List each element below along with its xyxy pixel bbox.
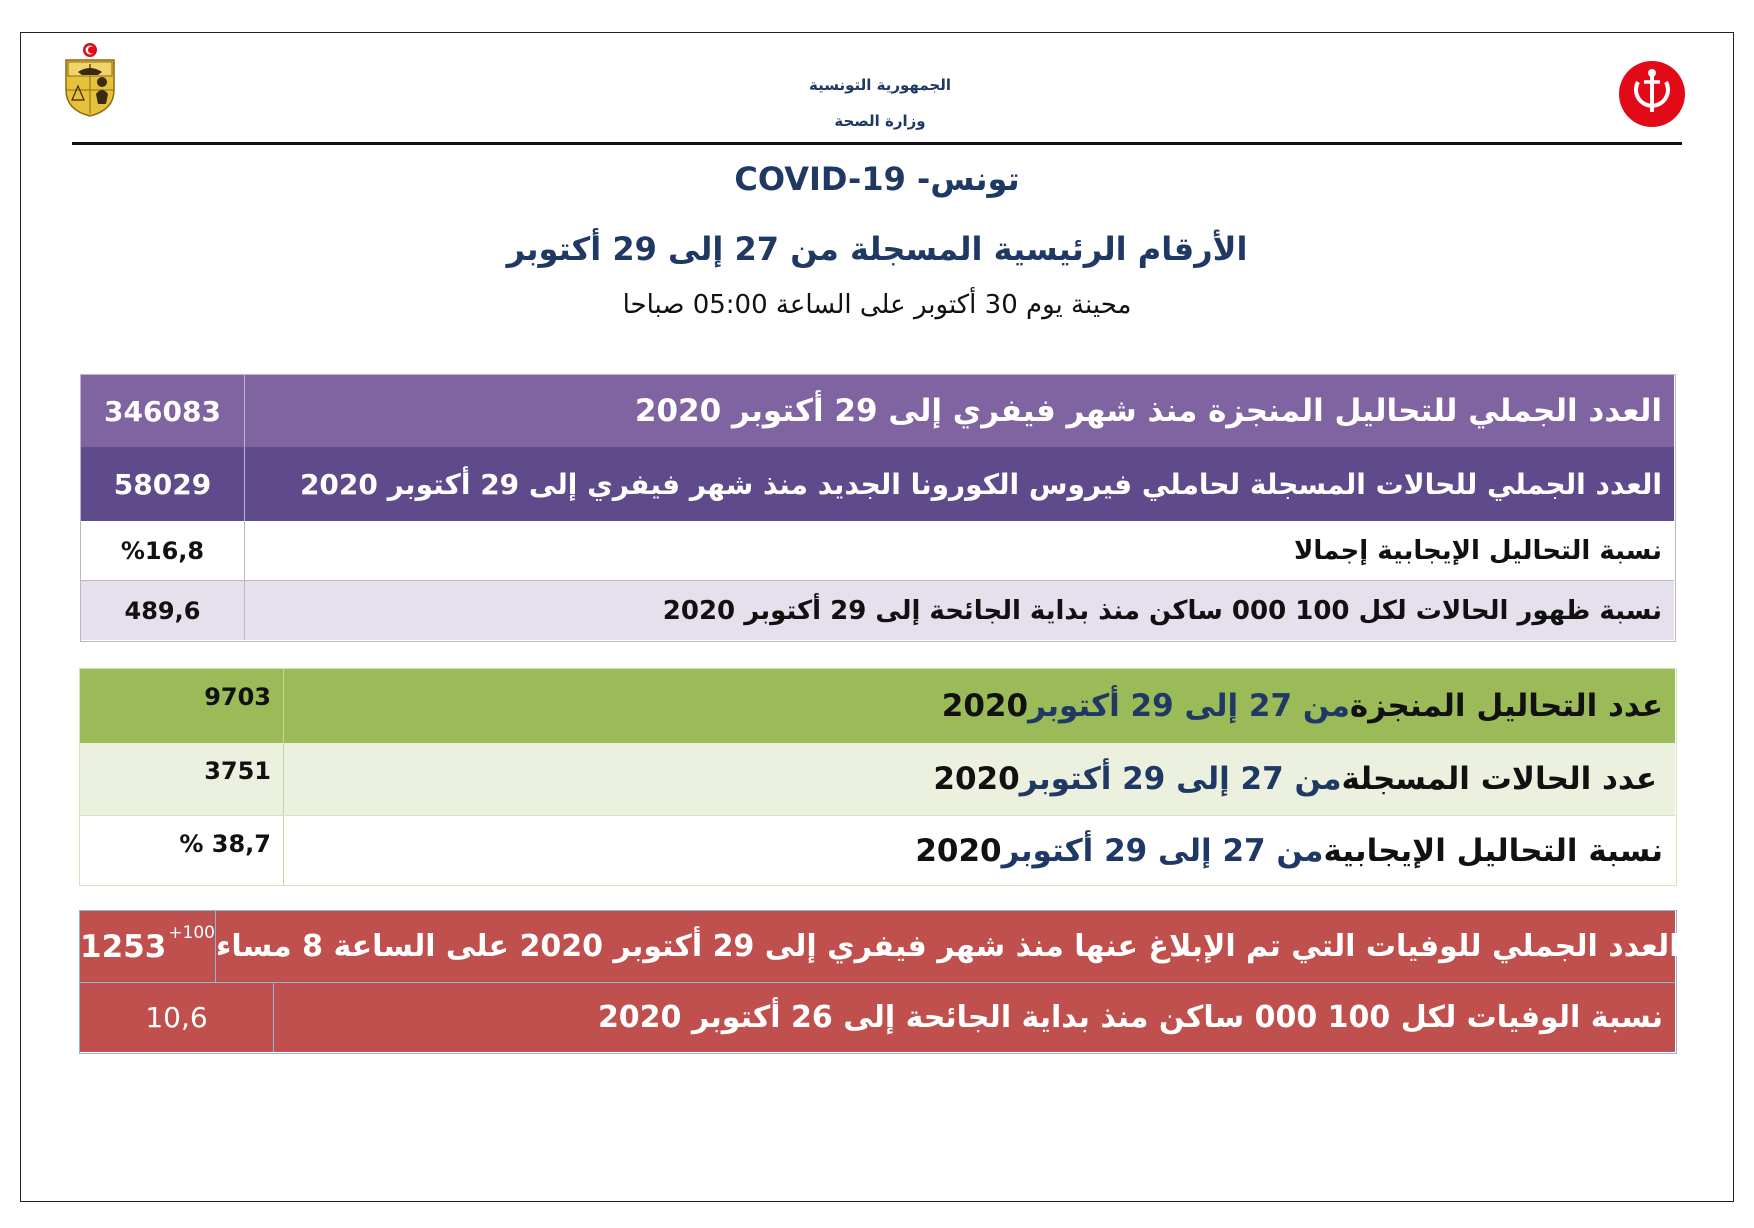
period-tests-value: 9703 [80,669,284,743]
header-rule [72,142,1682,145]
total-tests-label: العدد الجملي للتحاليل المنجزة منذ شهر فيفري إلى 29 أكتوبر 2020 [634,393,1662,429]
table-row [81,521,1674,581]
table-row [80,743,1675,815]
deaths-delta: +100 [168,922,215,943]
period-positivity-label: نسبة التحاليل الإيجابية من 27 إلى 29 أكتوبر 2020 [915,832,1663,869]
page-subtitle: الأرقام الرئيسية المسجلة من 27 إلى 29 أكتوبر [506,230,1248,268]
table-row [80,911,1680,983]
period-cases-value: 3751 [80,743,284,815]
total-tests-value: 346083 [81,375,245,447]
total-cases-label: العدد الجملي للحالات المسجلة لحاملي فيروس الكورونا الجديد منذ شهر فيفري إلى 29 أكتوبر 2020 [299,467,1662,501]
total-deaths-value: 1253 $^{+100}$ [80,911,216,982]
cumulative-table [80,374,1676,642]
period-table [79,668,1677,886]
page-title: تونس- COVID-19 [734,160,1020,198]
period-tests-label: عدد التحاليل المنجزة من 27 إلى 29 أكتوبر 2020 [941,688,1663,724]
incidence-rate-value: 489,6 [81,581,245,640]
positivity-rate-label: نسبة التحاليل الإيجابية إجمالا [1293,535,1662,566]
coat-of-arms-icon [58,42,122,118]
update-time: محينة يوم 30 أكتوبر على الساعة 05:00 صباحا [622,290,1132,320]
total-cases-value: 58029 [81,447,245,521]
incidence-rate-label: نسبة ظهور الحالات لكل 100 000 ساكن منذ بداية الجائحة إلى 29 أكتوبر 2020 [662,595,1662,626]
table-row [80,815,1675,885]
total-deaths-label: العدد الجملي للوفيات التي تم الإبلاغ عنها منذ شهر فيفري إلى 29 أكتوبر 2020 على الساعة 8 مساء [215,929,1680,964]
ministry-header: وزارة الصحة [834,112,926,130]
death-rate-value: 10,6 [80,983,274,1052]
ministry-logo-icon [1618,60,1686,128]
positivity-rate-value: %16,8 [81,521,245,580]
table-row [81,375,1674,447]
death-rate-label: نسبة الوفيات لكل 100 000 ساكن منذ بداية الجائحة إلى 26 أكتوبر 2020 [597,1000,1663,1035]
period-cases-label: عدد الحالات المسجلة من 27 إلى 29 أكتوبر 2020 [933,761,1657,797]
table-row [81,581,1674,640]
period-positivity-value: % 38,7 [80,816,284,885]
republic-header: الجمهورية التونسية [809,76,951,94]
deaths-table [79,910,1680,1054]
table-row [80,983,1675,1052]
table-row [81,447,1674,521]
table-row [80,669,1675,743]
